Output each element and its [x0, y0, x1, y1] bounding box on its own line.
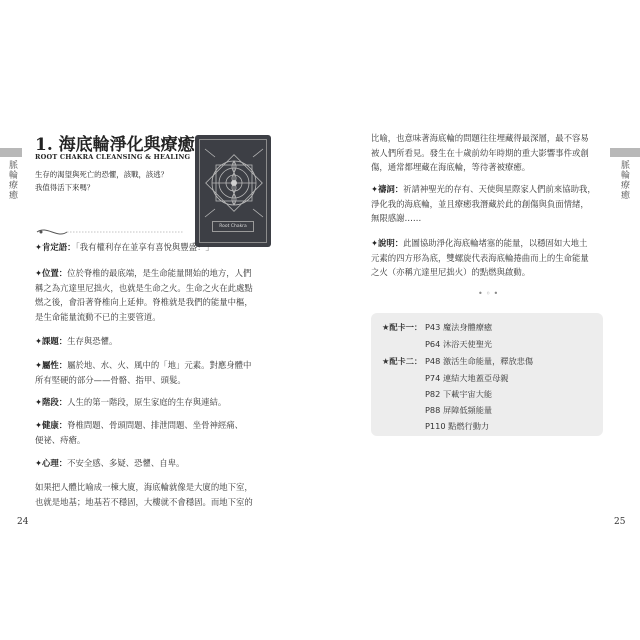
psychology-text: 不安全感、多疑、恐懼、自卑。: [67, 458, 185, 468]
attribute-line-1: 屬於地、水、火、風中的「地」元素。對應身體中: [67, 360, 252, 370]
prayer-paragraph: [371, 182, 606, 226]
card-two-item: P110 點燃行動力: [425, 421, 490, 431]
card-two-item: P48 激活生命能量，釋放悲傷: [425, 356, 534, 366]
closing-line-2: 也就是地基；地基若不穩固，大樓就不會穩固。而地下室的: [35, 496, 253, 507]
prayer-line-3: 無限感謝……: [371, 213, 422, 224]
psychology-paragraph: [35, 456, 273, 471]
right-side-tab-label: 脈輪療癒: [619, 160, 629, 200]
intro-line-2: 被人們所看見。發生在十歲前幼年時期的重大影響事件或創: [371, 147, 589, 158]
attribute-line-2: 所有堅硬的部分——骨骼、指甲、頭髮。: [35, 374, 186, 385]
health-line-1: 脊椎問題、骨頭問題、排泄問題、坐骨神經痛、: [67, 420, 244, 430]
card-frame: [199, 139, 267, 243]
left-side-tab: [0, 148, 22, 157]
psychology-head: ✦心理：: [35, 458, 68, 468]
chakra-card-image: [195, 135, 271, 247]
mandala-icon: [201, 143, 267, 223]
chapter-title: 1. 海底輪淨化與療癒: [35, 135, 195, 155]
card-one-item: P43 魔法身體療癒: [425, 322, 493, 332]
explanation-paragraph: [371, 236, 606, 280]
position-line-2: 稱之為亢達里尼拙火，也就是生命之火。生命之火在此處點: [35, 282, 253, 293]
intro-paragraph: [371, 131, 606, 175]
card-reference-box: [371, 313, 603, 436]
lesson-text: 生存與恐懼。: [67, 336, 118, 346]
ornament-dots: •◦•: [478, 289, 502, 298]
card-two-item: P74 連結大地蓋亞母親: [425, 373, 509, 383]
stage-text: 人生的第一階段，原生家庭的生存與連結。: [67, 397, 227, 407]
position-head: ✦位置：: [35, 268, 68, 278]
attribute-head: ✦屬性：: [35, 360, 68, 370]
position-paragraph: [35, 266, 273, 324]
explanation-line-2: 元素的四方形為底，雙螺旋代表海底輪捲曲而上的生命能量: [371, 252, 589, 263]
position-line-4: 是生命能量流動不已的主要管道。: [35, 311, 161, 322]
explanation-line-1: 此圖協助淨化海底輪堵塞的能量，以穩固如大地土: [403, 238, 588, 248]
prayer-head: ✦禱詞：: [371, 184, 404, 194]
right-side-tab: [610, 148, 640, 157]
card-one-item: P64 沐浴天使聖光: [425, 339, 493, 349]
prayer-line-1: 祈請神聖光的存有、天使與星際家人們前來協助我，: [403, 184, 596, 194]
card-two-item: P88 屏障低頻能量: [425, 405, 493, 415]
left-page-number: 24: [17, 517, 29, 527]
card-one-head: ★配卡一：: [382, 322, 423, 332]
prayer-line-2: 淨化我的海底輪，並且療癒我潛藏於此的創傷與負面情緒，: [371, 198, 589, 209]
lesson-head: ✦課題：: [35, 336, 68, 346]
closing-paragraph: [35, 480, 273, 509]
health-line-2: 便祕、痔瘡。: [35, 434, 86, 445]
right-page-number: 25: [614, 517, 626, 527]
lesson-paragraph: [35, 334, 273, 349]
stage-head: ✦階段：: [35, 397, 68, 407]
health-paragraph: [35, 418, 273, 447]
intro-line-1: 比喻，也意味著海底輪的問題往往埋藏得最深層，最不容易: [371, 133, 589, 143]
card-label: Root Chakra: [212, 221, 254, 232]
health-head: ✦健康：: [35, 420, 68, 430]
left-side-tab-label: 脈輪療癒: [7, 160, 17, 200]
affirmation-paragraph: [35, 240, 273, 255]
ornament-divider: [35, 225, 185, 239]
question-line-2: 我值得活下來嗎？: [35, 183, 95, 192]
explanation-line-3: 之火（亦稱亢達里尼拙火）的點燃與啟動。: [371, 267, 531, 278]
intro-line-3: 傷，通常都埋藏在海底輪，等待著被療癒。: [371, 162, 531, 173]
position-line-1: 位於脊椎的最底端，是生命能量開始的地方，人們: [67, 268, 252, 278]
question-line-1: 生存的渴望與死亡的恐懼，該戰，該逃？: [35, 170, 169, 179]
position-line-3: 燃之後，會沿著脊椎向上延伸。脊椎就是我們的能量中樞，: [35, 297, 253, 308]
card-two-item: P82 下載宇宙大能: [425, 389, 493, 399]
card-two-head: ★配卡二：: [382, 356, 423, 366]
explanation-head: ✦說明：: [371, 238, 404, 248]
closing-line-1: 如果把人體比喻成一棟大廈，海底輪就像是大廈的地下室，: [35, 482, 253, 492]
chapter-question: [35, 168, 185, 194]
affirmation-text: 「我有權利存在並享有喜悅與豐盛！」: [75, 242, 214, 252]
attribute-paragraph: [35, 358, 273, 387]
stage-paragraph: [35, 395, 273, 410]
affirmation-head: ✦肯定語：: [35, 242, 76, 252]
chapter-subtitle: ROOT CHAKRA CLEANSING & HEALING: [35, 153, 191, 161]
